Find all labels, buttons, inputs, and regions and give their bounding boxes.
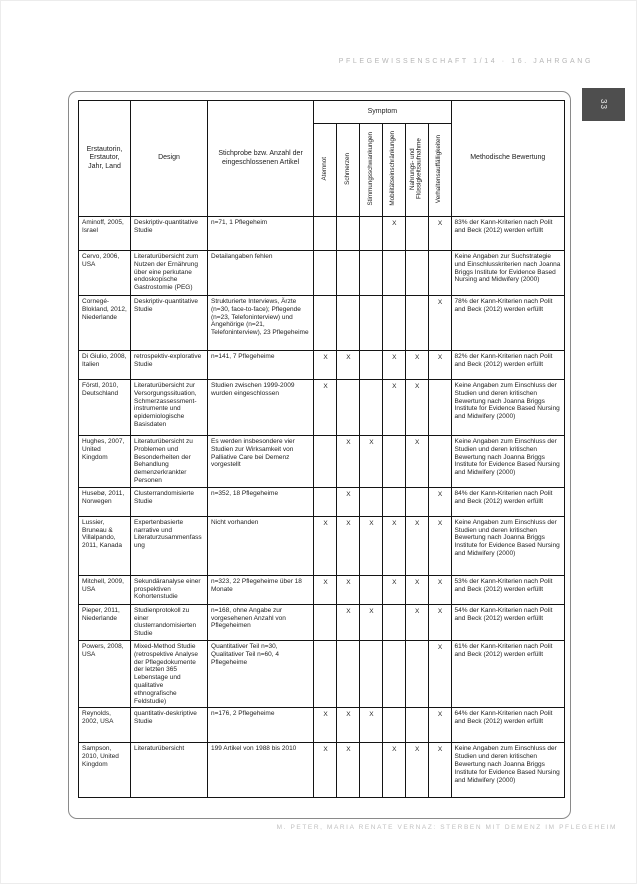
col-header-symptom-atemnot: Atemnot — [314, 124, 337, 217]
design-cell: quantitativ-deskriptive Studie — [131, 708, 208, 743]
symptom-x-cell — [382, 640, 405, 707]
col-header-design: Design — [131, 101, 208, 217]
table-row — [79, 251, 565, 296]
design-cell: Clusterrandomisierte Studie — [131, 487, 208, 516]
symptom-x-cell — [359, 351, 382, 380]
col-header-author: Erstautorin, Erstautor, Jahr, Land — [79, 101, 131, 217]
symptom-x-cell: X — [314, 351, 337, 380]
symptom-x-cell: X — [337, 575, 360, 604]
sample-cell: Strukturierte Interviews, Ärzte (n=30, face-to-face); Pflegende (n=23, Telefoninterview) und Angehörige (n=21, Telefoninterview), 23 Pflegeheime — [208, 296, 314, 351]
evaluation-cell: 84% der Kann-Kriterien nach Polit and Beck (2012) werden erfüllt — [451, 487, 564, 516]
symptom-x-cell: X — [337, 487, 360, 516]
symptom-x-cell: X — [359, 516, 382, 575]
evaluation-cell: 61% der Kann-Kriterien nach Polit and Beck (2012) werden erfüllt — [451, 640, 564, 707]
table-row — [79, 380, 565, 436]
symptom-x-cell — [382, 604, 405, 640]
author-cell: Husebø, 2011, Norwegen — [79, 487, 131, 516]
header-row-group — [79, 101, 565, 124]
sample-cell: Detailangaben fehlen — [208, 251, 314, 296]
symptom-x-cell: X — [382, 217, 405, 251]
symptom-x-cell — [314, 251, 337, 296]
symptom-x-cell: X — [359, 436, 382, 488]
symptom-x-cell — [359, 743, 382, 798]
sample-cell: n=141, 7 Pflegeheime — [208, 351, 314, 380]
symptom-x-cell — [337, 296, 360, 351]
symptom-x-cell — [382, 436, 405, 488]
design-cell: Studienprotokoll zu einer clusterrandomisierten Studie — [131, 604, 208, 640]
literature-review-table — [78, 100, 565, 798]
symptom-x-cell — [359, 380, 382, 436]
table-row — [79, 487, 565, 516]
symptom-x-cell — [359, 487, 382, 516]
symptom-x-cell: X — [405, 380, 428, 436]
symptom-x-cell: X — [314, 575, 337, 604]
symptom-x-cell — [428, 251, 451, 296]
design-cell: Deskriptiv-quantitative Studie — [131, 217, 208, 251]
symptom-x-cell — [337, 380, 360, 436]
symptom-x-cell: X — [405, 436, 428, 488]
symptom-x-cell: X — [382, 743, 405, 798]
col-header-sample: Stichprobe bzw. Anzahl der eingeschlossenen Artikel — [208, 101, 314, 217]
evaluation-cell: 78% der Kann-Kriterien nach Polit and Beck (2012) werden erfüllt — [451, 296, 564, 351]
col-header-symptom-mobilitaetseinschraenkungen: Mobilitätseinschränkungen — [382, 124, 405, 217]
symptom-x-cell — [314, 217, 337, 251]
design-cell: Literaturübersicht zur Versorgungssituation, Schmerzassessmentinstrumente und epidemiologische Basisdaten — [131, 380, 208, 436]
symptom-x-cell: X — [337, 708, 360, 743]
symptom-x-cell: X — [428, 640, 451, 707]
symptom-x-cell: X — [405, 604, 428, 640]
sample-cell: Es werden insbesondere vier Studien zur Wirksamkeit von Palliative Care bei Demenz vorgestellt — [208, 436, 314, 488]
sample-cell: n=168, ohne Angabe zur vorgesehenen Anzahl von Pflegeheimen — [208, 604, 314, 640]
evaluation-cell: 53% der Kann-Kriterien nach Polit and Beck (2012) werden erfüllt — [451, 575, 564, 604]
symptom-x-cell: X — [428, 575, 451, 604]
col-header-symptom-schmerzen: Schmerzen — [337, 124, 360, 217]
table-row — [79, 351, 565, 380]
page-number-badge — [582, 88, 625, 121]
symptom-x-cell: X — [314, 516, 337, 575]
design-cell: Literaturübersicht zu Problemen und Besonderheiten der Behandlung demenzerkrankter Personen — [131, 436, 208, 488]
symptom-x-cell: X — [314, 380, 337, 436]
author-cell: Cornegé-Blokland, 2012, Niederlande — [79, 296, 131, 351]
design-cell: Literaturübersicht zum Nutzen der Ernährung über eine perkutane endoskopische Gastrostomie (PEG) — [131, 251, 208, 296]
sample-cell: n=176, 2 Pflegeheime — [208, 708, 314, 743]
symptom-x-cell: X — [337, 351, 360, 380]
author-cell: Di Giulio, 2008, Italien — [79, 351, 131, 380]
symptom-x-cell — [359, 217, 382, 251]
symptom-x-cell: X — [405, 575, 428, 604]
table-row — [79, 743, 565, 798]
symptom-x-cell — [405, 640, 428, 707]
symptom-x-cell: X — [382, 575, 405, 604]
evaluation-cell: Keine Angaben zur Suchstrategie und Einschlusskriterien nach Joanna Briggs Institute for Evidence Based Nursing and Midwifery (2000) — [451, 251, 564, 296]
symptom-x-cell: X — [405, 743, 428, 798]
col-header-evaluation: Methodische Bewertung — [451, 101, 564, 217]
table-body — [79, 217, 565, 798]
symptom-x-cell: X — [405, 516, 428, 575]
symptom-x-cell — [314, 640, 337, 707]
symptom-x-cell — [359, 296, 382, 351]
design-cell: retrospektiv-explorative Studie — [131, 351, 208, 380]
symptom-x-cell: X — [359, 708, 382, 743]
design-cell: Deskriptiv-quantitative Studie — [131, 296, 208, 351]
table-row — [79, 640, 565, 707]
evaluation-cell: 64% der Kann-Kriterien nach Polit and Beck (2012) werden erfüllt — [451, 708, 564, 743]
sample-cell: n=71, 1 Pflegeheim — [208, 217, 314, 251]
symptom-x-cell — [428, 380, 451, 436]
symptom-x-cell — [405, 708, 428, 743]
author-cell: Sampson, 2010, United Kingdom — [79, 743, 131, 798]
symptom-x-cell — [314, 604, 337, 640]
evaluation-cell: Keine Angaben zum Einschluss der Studien und deren kritischen Bewertung nach Joanna Briggs Institute for Evidence Based Nursing and Midwifery (2000) — [451, 380, 564, 436]
page-number: 33 — [599, 99, 608, 110]
evaluation-cell: 82% der Kann-Kriterien nach Polit and Beck (2012) werden erfüllt — [451, 351, 564, 380]
symptom-x-cell: X — [428, 604, 451, 640]
author-cell: Hughes, 2007, United Kingdom — [79, 436, 131, 488]
symptom-x-cell: X — [314, 743, 337, 798]
symptom-x-cell — [405, 296, 428, 351]
design-cell: Expertenbasierte narrative und Literaturzusammenfassung — [131, 516, 208, 575]
symptom-x-cell: X — [337, 516, 360, 575]
symptom-x-cell — [359, 640, 382, 707]
author-cell: Aminoff, 2005, Israel — [79, 217, 131, 251]
symptom-x-cell: X — [428, 217, 451, 251]
author-cell: Pieper, 2011, Niederlande — [79, 604, 131, 640]
symptom-x-cell — [359, 251, 382, 296]
symptom-x-cell — [382, 708, 405, 743]
sample-cell: n=352, 18 Pflegeheime — [208, 487, 314, 516]
col-header-symptom-nahrungsaufnahme: Nahrungs- und Flüssigkeitsaufnahme — [405, 124, 428, 217]
symptom-x-cell — [382, 251, 405, 296]
col-header-symptom-group: Symptom — [314, 101, 451, 124]
symptom-x-cell: X — [359, 604, 382, 640]
table-row — [79, 217, 565, 251]
symptom-x-cell: X — [428, 743, 451, 798]
article-running-footer: M. PETER, MARIA RENATE VERNAZ: STERBEN MIT DEMENZ IM PFLEGEHEIM — [276, 824, 617, 831]
symptom-x-cell: X — [337, 436, 360, 488]
symptom-x-cell: X — [428, 487, 451, 516]
col-header-symptom-stimmungsschwankungen: Stimmungsschwankungen — [359, 124, 382, 217]
symptom-x-cell — [337, 640, 360, 707]
table-row — [79, 516, 565, 575]
symptom-x-cell: X — [405, 351, 428, 380]
sample-cell: n=323, 22 Pflegeheime über 18 Monate — [208, 575, 314, 604]
symptom-x-cell: X — [314, 708, 337, 743]
design-cell: Literaturübersicht — [131, 743, 208, 798]
symptom-x-cell — [337, 217, 360, 251]
symptom-x-cell — [382, 296, 405, 351]
author-cell: Lussier, Bruneau & Villalpando, 2011, Kanada — [79, 516, 131, 575]
symptom-x-cell — [314, 296, 337, 351]
symptom-x-cell: X — [428, 708, 451, 743]
author-cell: Powers, 2008, USA — [79, 640, 131, 707]
symptom-x-cell: X — [428, 351, 451, 380]
symptom-x-cell — [405, 251, 428, 296]
table-row — [79, 604, 565, 640]
symptom-x-cell — [314, 487, 337, 516]
symptom-x-cell — [337, 251, 360, 296]
sample-cell: Studien zwischen 1999-2009 wurden eingeschlossen — [208, 380, 314, 436]
symptom-x-cell — [405, 487, 428, 516]
table-row — [79, 296, 565, 351]
symptom-x-cell — [428, 436, 451, 488]
author-cell: Mitchell, 2009, USA — [79, 575, 131, 604]
table-row — [79, 575, 565, 604]
design-cell: Sekundäranalyse einer prospektiven Kohortenstudie — [131, 575, 208, 604]
author-cell: Reynolds, 2002, USA — [79, 708, 131, 743]
sample-cell: 199 Artikel von 1988 bis 2010 — [208, 743, 314, 798]
evaluation-cell: Keine Angaben zum Einschluss der Studien und deren kritischen Bewertung nach Joanna Briggs Institute for Evidence Based Nursing and Midwifery (2000) — [451, 743, 564, 798]
symptom-x-cell: X — [428, 516, 451, 575]
evaluation-cell: 83% der Kann-Kriterien nach Polit and Beck (2012) werden erfüllt — [451, 217, 564, 251]
evaluation-cell: 54% der Kann-Kriterien nach Polit and Beck (2012) werden erfüllt — [451, 604, 564, 640]
author-cell: Cervo, 2006, USA — [79, 251, 131, 296]
col-header-symptom-verhaltensauffaelligkeiten: Verhaltensauffälligkeiten — [428, 124, 451, 217]
sample-cell: Quantitativer Teil n=30, Qualitativer Teil n=60, 4 Pflegeheime — [208, 640, 314, 707]
table-row — [79, 436, 565, 488]
symptom-x-cell: X — [382, 351, 405, 380]
symptom-x-cell: X — [337, 743, 360, 798]
table-frame — [68, 91, 571, 819]
design-cell: Mixed-Method Studie (retrospektive Analyse der Pflegedokumente der letzten 365 Lebenstage und qualitative ethnografische Feldstudie) — [131, 640, 208, 707]
symptom-x-cell: X — [382, 516, 405, 575]
symptom-x-cell: X — [382, 380, 405, 436]
author-cell: Förstl, 2010, Deutschland — [79, 380, 131, 436]
symptom-x-cell — [382, 487, 405, 516]
evaluation-cell: Keine Angaben zum Einschluss der Studien und deren kritischen Bewertung nach Joanna Briggs Institute for Evidence Based Nursing and Midwifery (2000) — [451, 436, 564, 488]
journal-running-header: PFLEGEWISSENSCHAFT 1/14 · 16. JAHRGANG — [338, 58, 593, 65]
sample-cell: Nicht vorhanden — [208, 516, 314, 575]
table-row — [79, 708, 565, 743]
symptom-x-cell — [405, 217, 428, 251]
symptom-x-cell — [314, 436, 337, 488]
evaluation-cell: Keine Angaben zum Einschluss der Studien und deren kritischen Bewertung nach Joanna Briggs Institute for Evidence Based Nursing and Midwifery (2000) — [451, 516, 564, 575]
symptom-x-cell: X — [428, 296, 451, 351]
symptom-x-cell: X — [337, 604, 360, 640]
symptom-x-cell — [359, 575, 382, 604]
